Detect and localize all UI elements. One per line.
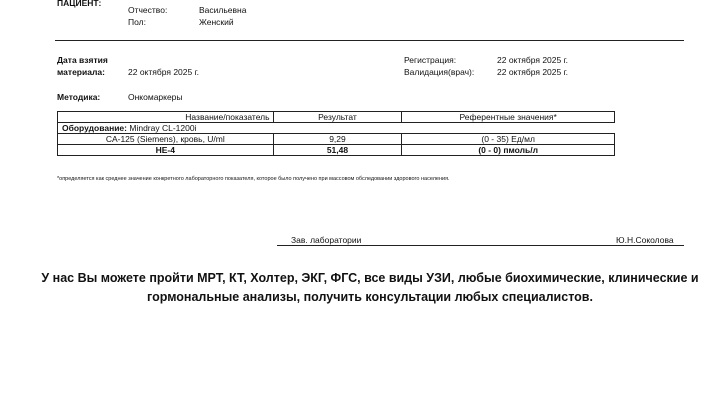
row-reference: (0 - 35) Ед/мл bbox=[402, 134, 615, 145]
sex-value: Женский bbox=[199, 17, 234, 27]
sample-date-label-2: материала: bbox=[57, 67, 105, 77]
registration-label: Регистрация: bbox=[404, 55, 457, 65]
validation-label: Валидация(врач): bbox=[404, 67, 475, 77]
table-row bbox=[58, 134, 615, 145]
sex-label: Пол: bbox=[128, 17, 146, 27]
row-name: CA-125 (Siemens), кровь, U/ml bbox=[58, 134, 274, 145]
sample-date-value: 22 октября 2025 г. bbox=[128, 67, 200, 77]
equipment-value: Mindray CL-1200i bbox=[129, 123, 197, 133]
patronymic-value: Васильевна bbox=[199, 5, 247, 15]
header-divider bbox=[55, 40, 684, 41]
row-result: 51,48 bbox=[273, 145, 402, 156]
signature-name: Ю.Н.Соколова bbox=[616, 235, 674, 245]
row-reference: (0 - 0) пмоль/л bbox=[402, 145, 615, 156]
equipment-row bbox=[58, 123, 615, 134]
equipment-label: Оборудование: bbox=[62, 123, 127, 133]
header-name: Название/показатель bbox=[58, 112, 274, 123]
equipment-cell bbox=[58, 123, 615, 134]
row-name: HE-4 bbox=[58, 145, 274, 156]
signature-line bbox=[277, 245, 684, 246]
patronymic-label: Отчество: bbox=[128, 5, 168, 15]
patient-label: ПАЦИЕНТ: bbox=[57, 0, 102, 8]
header-reference: Референтные значения* bbox=[402, 112, 615, 123]
signature-position: Зав. лаборатории bbox=[291, 235, 362, 245]
validation-value: 22 октября 2025 г. bbox=[497, 67, 569, 77]
promo-text: У нас Вы можете пройти МРТ, КТ, Холтер, ЭКГ, ФГС, все виды УЗИ, любые биохимические, клинические и гормональные анализы, получить консультации любых специалистов. bbox=[41, 271, 699, 304]
footnote: *определяется как среднее значение конкретного лабораторного показателя, которое было получено при массовом обследовании здорового населения. bbox=[57, 176, 450, 182]
method-value: Онкомаркеры bbox=[128, 92, 183, 102]
sample-date-label-1: Дата взятия bbox=[57, 55, 108, 65]
table-header-row bbox=[58, 112, 615, 123]
results-table bbox=[57, 111, 615, 156]
row-result: 9,29 bbox=[273, 134, 402, 145]
method-label: Методика: bbox=[57, 92, 101, 102]
table-row bbox=[58, 145, 615, 156]
registration-value: 22 октября 2025 г. bbox=[497, 55, 569, 65]
header-result: Результат bbox=[273, 112, 402, 123]
